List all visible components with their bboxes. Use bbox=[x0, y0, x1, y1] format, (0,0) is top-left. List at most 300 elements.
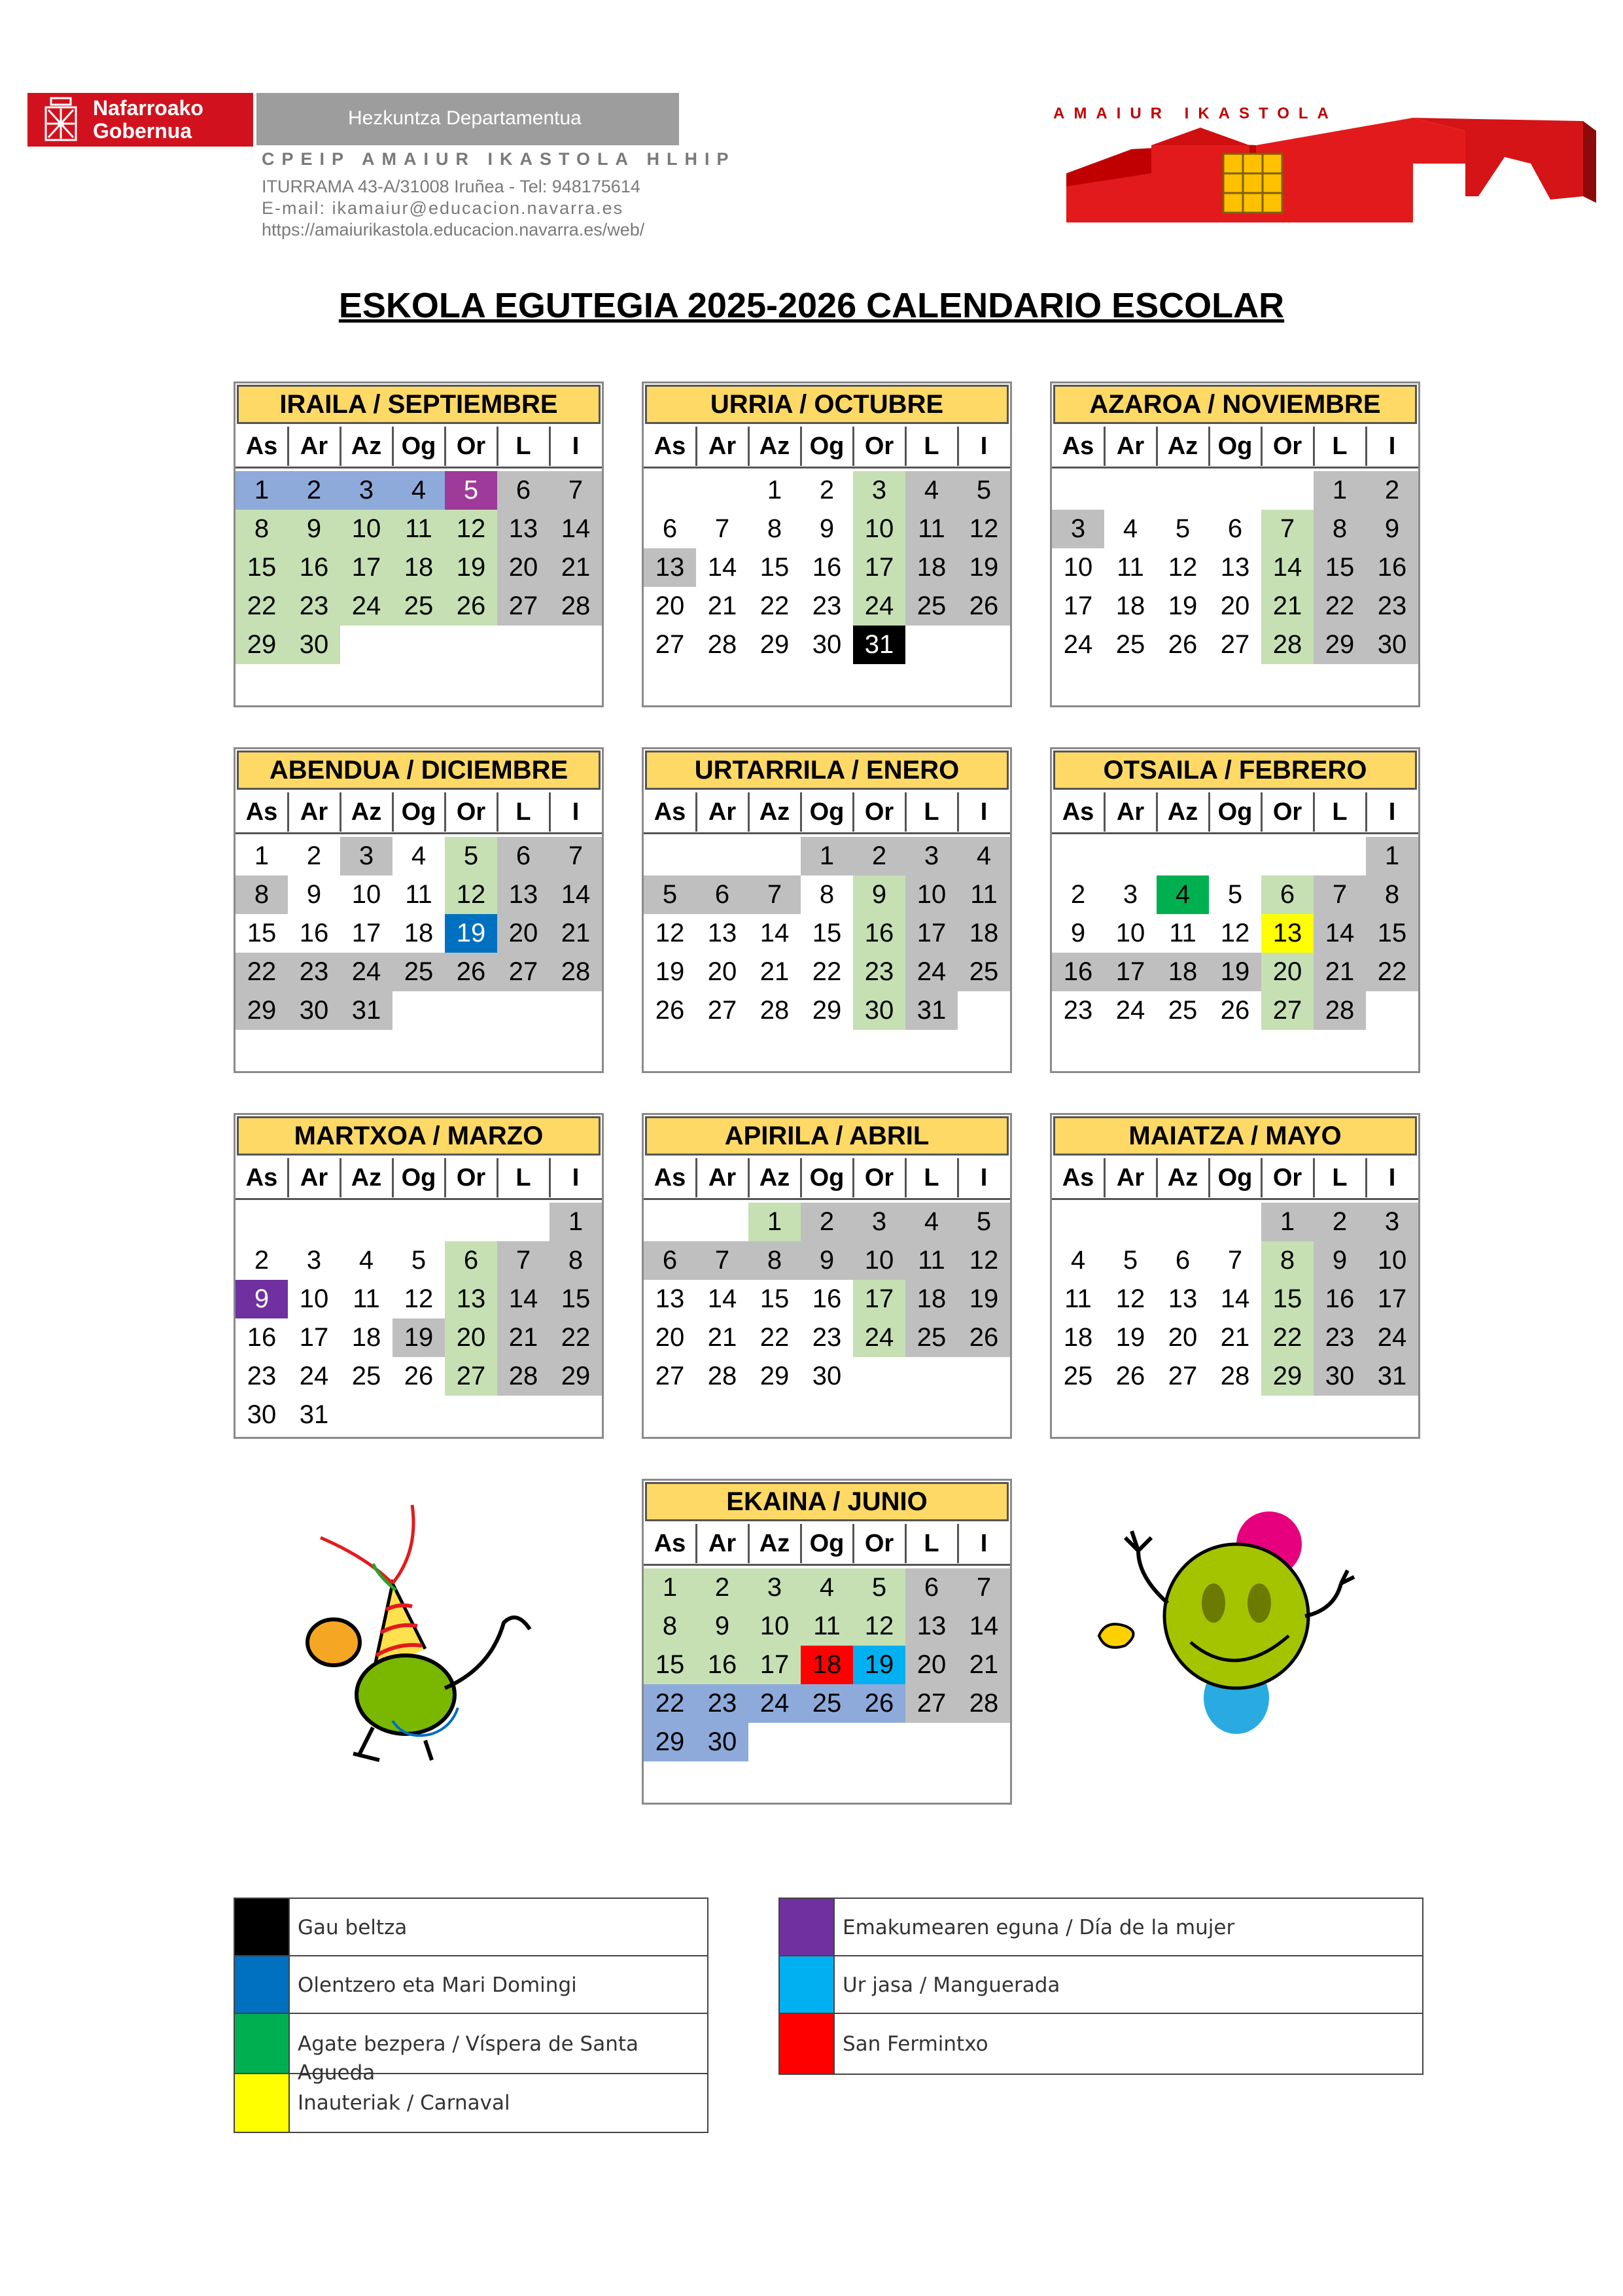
calendar-day: 19 bbox=[655, 957, 685, 986]
weekday-header: L bbox=[924, 798, 939, 826]
calendar-day: 21 bbox=[759, 957, 790, 986]
calendar-day: 8 bbox=[1314, 510, 1366, 548]
weekday-header: Or bbox=[864, 1530, 894, 1557]
calendar-day: 23 bbox=[812, 1323, 842, 1352]
weekday-divider bbox=[392, 427, 394, 466]
calendar-day: 11 bbox=[905, 510, 958, 548]
calendar-day: 17 bbox=[905, 914, 958, 953]
legend-swatch bbox=[780, 1956, 835, 2013]
weekday-header: Or bbox=[456, 433, 486, 460]
calendar-day: 22 bbox=[812, 957, 842, 986]
calendar-day: 14 bbox=[1261, 548, 1314, 587]
school-name: CPEIP AMAIUR IKASTOLA HLHIP bbox=[262, 149, 736, 169]
calendar-day: 16 bbox=[812, 553, 842, 582]
calendar-day: 16 bbox=[812, 1284, 842, 1313]
legend-label: Emakumearen eguna / Día de la mujer bbox=[843, 1916, 1235, 1939]
weekday-divider bbox=[905, 1158, 907, 1197]
gov-logo-line2: Gobernua bbox=[93, 119, 192, 143]
calendar-day: 25 bbox=[351, 1362, 381, 1390]
calendar-day: 5 bbox=[411, 1246, 427, 1275]
weekday-divider bbox=[1261, 427, 1263, 466]
calendar-day: 6 bbox=[445, 1241, 497, 1280]
calendar-day: 21 bbox=[707, 592, 737, 620]
calendar-day: 26 bbox=[958, 587, 1010, 626]
calendar-day: 3 bbox=[853, 1203, 905, 1241]
weekday-header: Az bbox=[351, 798, 382, 826]
calendar-day: 14 bbox=[550, 510, 602, 548]
legend-label: Inauteriak / Carnaval bbox=[298, 2091, 510, 2115]
calendar-day: 27 bbox=[497, 587, 550, 626]
month-title: APIRILA / ABRIL bbox=[645, 1116, 1009, 1156]
weekday-header: Az bbox=[351, 1164, 382, 1192]
calendar-day: 30 bbox=[288, 991, 340, 1030]
calendar-day: 21 bbox=[958, 1646, 1010, 1684]
calendar-day: 25 bbox=[1115, 630, 1145, 659]
weekday-header: Og bbox=[401, 433, 436, 460]
weekday-header: Og bbox=[1217, 1164, 1253, 1192]
weekday-divider bbox=[1156, 792, 1158, 832]
calendar-day: 4 bbox=[801, 1568, 853, 1607]
weekday-header: As bbox=[245, 1164, 278, 1192]
calendar-day: 20 bbox=[497, 914, 550, 953]
calendar-day: 22 bbox=[759, 1323, 790, 1352]
calendar-day: 14 bbox=[958, 1607, 1010, 1646]
calendar-day: 12 bbox=[445, 510, 497, 548]
weekday-divider bbox=[1365, 427, 1367, 466]
weekday-divider bbox=[800, 427, 802, 466]
calendar-day: 7 bbox=[958, 1568, 1010, 1607]
calendar-day: 20 bbox=[655, 1323, 685, 1352]
calendar-day: 23 bbox=[812, 592, 842, 620]
calendar-day: 7 bbox=[714, 514, 730, 543]
weekday-header: I bbox=[572, 1164, 580, 1192]
weekday-divider bbox=[957, 427, 959, 466]
weekday-header: Ar bbox=[708, 1164, 737, 1192]
weekday-header: L bbox=[1332, 798, 1348, 826]
calendar-day: 24 bbox=[853, 587, 905, 626]
month-calendar bbox=[1050, 1113, 1420, 1439]
weekday-header: Ar bbox=[1116, 798, 1145, 826]
calendar-day: 1 bbox=[236, 471, 288, 510]
weekday-divider bbox=[1365, 1158, 1367, 1197]
calendar-day: 13 bbox=[905, 1607, 958, 1646]
calendar-day: 27 bbox=[1261, 991, 1314, 1030]
weekday-header: Og bbox=[401, 798, 436, 826]
weekday-divider bbox=[1104, 427, 1106, 466]
calendar-day: 1 bbox=[550, 1203, 602, 1241]
calendar-day: 20 bbox=[655, 592, 685, 620]
calendar-day: 3 bbox=[853, 471, 905, 510]
calendar-day: 29 bbox=[644, 1723, 696, 1761]
school-address: ITURRAMA 43-A/31008 Iruñea - Tel: 948175614 bbox=[262, 177, 640, 196]
calendar-day: 26 bbox=[1115, 1362, 1145, 1390]
calendar-day: 11 bbox=[393, 510, 445, 548]
weekday-divider bbox=[852, 427, 854, 466]
weekday-header: Or bbox=[864, 798, 894, 826]
weekday-divider bbox=[957, 1158, 959, 1197]
calendar-day: 17 bbox=[351, 919, 381, 947]
calendar-day: 10 bbox=[853, 1241, 905, 1280]
month-title: ABENDUA / DICIEMBRE bbox=[237, 751, 601, 790]
calendar-day: 14 bbox=[550, 875, 602, 914]
calendar-day: 7 bbox=[497, 1241, 550, 1280]
calendar-day: 24 bbox=[1063, 630, 1093, 659]
calendar-day: 26 bbox=[1220, 996, 1250, 1025]
calendar-day: 5 bbox=[958, 471, 1010, 510]
weekday-divider bbox=[340, 427, 341, 466]
calendar-day: 30 bbox=[812, 1362, 842, 1390]
weekday-divider bbox=[695, 1158, 697, 1197]
weekday-underline bbox=[236, 832, 602, 834]
calendar-day: 18 bbox=[351, 1323, 381, 1352]
calendar-day: 16 bbox=[696, 1646, 748, 1684]
calendar-day: 12 bbox=[445, 875, 497, 914]
calendar-day: 1 bbox=[767, 476, 782, 504]
weekday-divider bbox=[444, 792, 446, 832]
calendar-day: 26 bbox=[404, 1362, 434, 1390]
weekday-divider bbox=[444, 1158, 446, 1197]
calendar-day: 3 bbox=[306, 1246, 322, 1275]
calendar-day: 16 bbox=[1314, 1280, 1366, 1318]
weekday-divider bbox=[1365, 792, 1367, 832]
weekday-divider bbox=[340, 792, 341, 832]
calendar-day: 17 bbox=[340, 548, 393, 587]
weekday-header: As bbox=[654, 1530, 686, 1557]
calendar-day: 21 bbox=[1261, 587, 1314, 626]
calendar-day: 13 bbox=[644, 548, 696, 587]
calendar-day: 25 bbox=[393, 953, 445, 991]
calendar-day: 13 bbox=[497, 875, 550, 914]
calendar-day: 18 bbox=[404, 919, 434, 947]
calendar-day: 16 bbox=[853, 914, 905, 953]
legend-swatch bbox=[235, 2014, 290, 2073]
calendar-day: 14 bbox=[707, 553, 737, 582]
calendar-day: 1 bbox=[1366, 837, 1418, 875]
calendar-day: 25 bbox=[905, 1318, 958, 1357]
calendar-day: 28 bbox=[958, 1684, 1010, 1723]
calendar-day: 12 bbox=[655, 919, 685, 947]
calendar-day: 6 bbox=[1175, 1246, 1191, 1275]
calendar-day: 6 bbox=[1261, 875, 1314, 914]
calendar-day: 1 bbox=[1314, 471, 1366, 510]
calendar-day: 20 bbox=[1168, 1323, 1198, 1352]
weekday-divider bbox=[497, 1158, 498, 1197]
calendar-day: 7 bbox=[550, 837, 602, 875]
weekday-divider bbox=[852, 1524, 854, 1563]
weekday-divider bbox=[287, 427, 289, 466]
month-calendar bbox=[1050, 381, 1420, 707]
month-title: AZAROA / NOVIEMBRE bbox=[1053, 385, 1417, 424]
weekday-header: L bbox=[515, 433, 531, 460]
weekday-header: Az bbox=[759, 1530, 790, 1557]
calendar-day: 12 bbox=[853, 1607, 905, 1646]
calendar-day: 28 bbox=[1314, 991, 1366, 1030]
weekday-header: I bbox=[980, 1530, 988, 1557]
weekday-header: Ar bbox=[1116, 433, 1145, 460]
calendar-day: 5 bbox=[958, 1203, 1010, 1241]
weekday-header: Az bbox=[759, 798, 790, 826]
legend-swatch bbox=[235, 1956, 290, 2013]
calendar-day: 12 bbox=[958, 1241, 1010, 1280]
calendar-day: 6 bbox=[662, 514, 678, 543]
calendar-day: 19 bbox=[853, 1646, 905, 1684]
school-web: https://amaiurikastola.educacion.navarra.es/web/ bbox=[262, 220, 645, 239]
weekday-divider bbox=[392, 1158, 394, 1197]
calendar-day: 7 bbox=[696, 1241, 748, 1280]
calendar-day: 21 bbox=[497, 1318, 550, 1357]
month-calendar bbox=[234, 747, 604, 1073]
calendar-day: 9 bbox=[236, 1280, 288, 1318]
calendar-day: 27 bbox=[655, 630, 685, 659]
calendar-day: 26 bbox=[853, 1684, 905, 1723]
weekday-underline bbox=[644, 1198, 1010, 1200]
legend-row bbox=[780, 1899, 1422, 1956]
calendar-day: 1 bbox=[1261, 1203, 1314, 1241]
weekday-header: Az bbox=[1167, 1164, 1198, 1192]
calendar-day: 11 bbox=[801, 1607, 853, 1646]
calendar-day: 31 bbox=[853, 626, 905, 664]
calendar-day: 25 bbox=[1063, 1362, 1093, 1390]
calendar-day: 4 bbox=[411, 841, 427, 870]
calendar-day: 1 bbox=[748, 1203, 801, 1241]
calendar-day: 6 bbox=[1227, 514, 1243, 543]
calendar-day: 22 bbox=[1261, 1318, 1314, 1357]
weekday-divider bbox=[1156, 1158, 1158, 1197]
calendar-day: 10 bbox=[299, 1284, 329, 1313]
calendar-day: 13 bbox=[707, 919, 737, 947]
weekday-divider bbox=[695, 1524, 697, 1563]
calendar-day: 11 bbox=[353, 1284, 380, 1313]
calendar-day: 2 bbox=[306, 841, 322, 870]
calendar-day: 6 bbox=[905, 1568, 958, 1607]
department-name: Hezkuntza Departamentua bbox=[348, 107, 582, 129]
calendar-day: 28 bbox=[497, 1357, 550, 1396]
calendar-day: 12 bbox=[958, 510, 1010, 548]
weekday-divider bbox=[1261, 792, 1263, 832]
calendar-day: 5 bbox=[853, 1568, 905, 1607]
weekday-divider bbox=[748, 1158, 750, 1197]
weekday-underline bbox=[644, 1564, 1010, 1566]
calendar-day: 26 bbox=[655, 996, 685, 1025]
weekday-header: L bbox=[515, 798, 531, 826]
calendar-day: 8 bbox=[236, 510, 288, 548]
weekday-divider bbox=[695, 792, 697, 832]
calendar-day: 4 bbox=[1123, 514, 1138, 543]
amaiur-ikastola-logo bbox=[1047, 92, 1609, 229]
calendar-day: 27 bbox=[707, 996, 737, 1025]
weekday-header: Ar bbox=[708, 798, 737, 826]
calendar-day: 27 bbox=[1220, 630, 1250, 659]
calendar-day: 14 bbox=[1314, 914, 1366, 953]
calendar-day: 6 bbox=[696, 875, 748, 914]
calendar-day: 6 bbox=[497, 471, 550, 510]
weekday-header: As bbox=[245, 798, 278, 826]
calendar-day: 8 bbox=[819, 880, 835, 909]
month-title: URRIA / OCTUBRE bbox=[645, 385, 1009, 424]
month-calendar bbox=[234, 1113, 604, 1439]
calendar-day: 16 bbox=[299, 919, 329, 947]
calendar-day: 5 bbox=[1227, 880, 1243, 909]
weekday-header: Og bbox=[809, 433, 845, 460]
calendar-day: 23 bbox=[696, 1684, 748, 1723]
calendar-day: 4 bbox=[393, 471, 445, 510]
weekday-divider bbox=[1313, 1158, 1315, 1197]
calendar-day: 19 bbox=[958, 1280, 1010, 1318]
weekday-header: As bbox=[1062, 1164, 1094, 1192]
weekday-divider bbox=[340, 1158, 341, 1197]
calendar-day: 19 bbox=[1209, 953, 1261, 991]
weekday-divider bbox=[905, 1524, 907, 1563]
calendar-day: 28 bbox=[1261, 626, 1314, 664]
calendar-day: 5 bbox=[644, 875, 696, 914]
calendar-day: 13 bbox=[445, 1280, 497, 1318]
calendar-day: 30 bbox=[1366, 626, 1418, 664]
calendar-day: 9 bbox=[853, 875, 905, 914]
calendar-day: 25 bbox=[393, 587, 445, 626]
month-calendar bbox=[1050, 747, 1420, 1073]
calendar-day: 24 bbox=[340, 587, 393, 626]
calendar-day: 22 bbox=[644, 1684, 696, 1723]
calendar-day: 18 bbox=[1063, 1323, 1093, 1352]
calendar-day: 2 bbox=[254, 1246, 270, 1275]
calendar-day: 1 bbox=[254, 841, 270, 870]
weekday-header: L bbox=[924, 433, 939, 460]
calendar-day: 14 bbox=[1220, 1284, 1250, 1313]
weekday-divider bbox=[852, 1158, 854, 1197]
weekday-divider bbox=[1313, 792, 1315, 832]
calendar-day: 24 bbox=[853, 1318, 905, 1357]
weekday-header: As bbox=[654, 433, 686, 460]
weekday-header: Az bbox=[759, 1164, 790, 1192]
calendar-day: 18 bbox=[905, 548, 958, 587]
weekday-header: As bbox=[245, 433, 278, 460]
calendar-day: 26 bbox=[445, 587, 497, 626]
calendar-day: 2 bbox=[1314, 1203, 1366, 1241]
calendar-day: 20 bbox=[707, 957, 737, 986]
calendar-day: 19 bbox=[445, 914, 497, 953]
weekday-header: Ar bbox=[1116, 1164, 1145, 1192]
month-calendar bbox=[642, 1113, 1012, 1439]
calendar-day: 19 bbox=[393, 1318, 445, 1357]
weekday-header: L bbox=[924, 1164, 939, 1192]
weekday-underline bbox=[1052, 832, 1418, 834]
calendar-day: 23 bbox=[288, 953, 340, 991]
weekday-header: I bbox=[980, 1164, 988, 1192]
school-email: E-mail: ikamaiur@educacion.navarra.es bbox=[262, 198, 624, 218]
weekday-header: As bbox=[654, 798, 686, 826]
weekday-header: Og bbox=[809, 1164, 845, 1192]
calendar-day: 4 bbox=[358, 1246, 374, 1275]
calendar-day: 20 bbox=[445, 1318, 497, 1357]
mascot-smiling-ball-icon bbox=[1079, 1485, 1380, 1747]
weekday-header: Og bbox=[1217, 433, 1253, 460]
calendar-day: 9 bbox=[819, 514, 835, 543]
calendar-day: 29 bbox=[236, 991, 288, 1030]
weekday-divider bbox=[957, 792, 959, 832]
calendar-day: 28 bbox=[707, 1362, 737, 1390]
calendar-day: 10 bbox=[748, 1607, 801, 1646]
calendar-day: 25 bbox=[801, 1684, 853, 1723]
weekday-divider bbox=[1313, 427, 1315, 466]
legend-label: Ur jasa / Manguerada bbox=[843, 1973, 1060, 1997]
calendar-day: 2 bbox=[1366, 471, 1418, 510]
weekday-header: Ar bbox=[300, 798, 328, 826]
calendar-day: 21 bbox=[707, 1323, 737, 1352]
weekday-header: L bbox=[924, 1530, 939, 1557]
calendar-day: 4 bbox=[958, 837, 1010, 875]
calendar-day: 8 bbox=[236, 875, 288, 914]
calendar-day: 26 bbox=[445, 953, 497, 991]
weekday-divider bbox=[497, 427, 498, 466]
weekday-underline bbox=[644, 832, 1010, 834]
calendar-day: 15 bbox=[644, 1646, 696, 1684]
calendar-day: 12 bbox=[404, 1284, 434, 1313]
calendar-day: 19 bbox=[958, 548, 1010, 587]
weekday-header: Or bbox=[864, 1164, 894, 1192]
calendar-day: 8 bbox=[550, 1241, 602, 1280]
calendar-day: 17 bbox=[1104, 953, 1157, 991]
calendar-day: 29 bbox=[1261, 1357, 1314, 1396]
calendar-day: 22 bbox=[236, 587, 288, 626]
weekday-header: Or bbox=[1272, 798, 1302, 826]
calendar-day: 11 bbox=[405, 880, 432, 909]
calendar-day: 10 bbox=[853, 510, 905, 548]
weekday-header: Og bbox=[1217, 798, 1253, 826]
weekday-header: Og bbox=[809, 1530, 845, 1557]
legend-label: Olentzero eta Mari Domingi bbox=[298, 1973, 577, 1997]
calendar-day: 11 bbox=[1117, 553, 1144, 582]
weekday-divider bbox=[800, 792, 802, 832]
calendar-day: 26 bbox=[958, 1318, 1010, 1357]
calendar-day: 9 bbox=[1070, 919, 1086, 947]
calendar-day: 10 bbox=[1366, 1241, 1418, 1280]
calendar-day: 27 bbox=[905, 1684, 958, 1723]
calendar-day: 27 bbox=[445, 1357, 497, 1396]
calendar-day: 22 bbox=[1366, 953, 1418, 991]
calendar-day: 9 bbox=[1366, 510, 1418, 548]
calendar-day: 24 bbox=[905, 953, 958, 991]
calendar-day: 21 bbox=[550, 548, 602, 587]
calendar-day: 21 bbox=[1220, 1323, 1250, 1352]
legend-label: Agate bezpera / Víspera de Santa Agueda bbox=[298, 2032, 639, 2085]
calendar-day: 15 bbox=[759, 553, 790, 582]
calendar-day: 27 bbox=[655, 1362, 685, 1390]
calendar-day: 12 bbox=[1115, 1284, 1145, 1313]
school-building-icon bbox=[1047, 92, 1609, 229]
weekday-underline bbox=[644, 467, 1010, 468]
weekday-header: As bbox=[654, 1164, 686, 1192]
calendar-day: 24 bbox=[748, 1684, 801, 1723]
legend-row bbox=[780, 2014, 1422, 2074]
calendar-day: 24 bbox=[1366, 1318, 1418, 1357]
weekday-divider bbox=[695, 427, 697, 466]
weekday-divider bbox=[1261, 1158, 1263, 1197]
legend-left bbox=[234, 1898, 708, 2133]
calendar-day: 29 bbox=[550, 1357, 602, 1396]
calendar-day: 17 bbox=[748, 1646, 801, 1684]
weekday-header: I bbox=[1388, 1164, 1396, 1192]
calendar-day: 24 bbox=[299, 1362, 329, 1390]
legend-row bbox=[780, 1956, 1422, 2014]
calendar-day: 6 bbox=[644, 1241, 696, 1280]
weekday-header: L bbox=[515, 1164, 531, 1192]
calendar-day: 22 bbox=[759, 592, 790, 620]
calendar-day: 8 bbox=[644, 1607, 696, 1646]
weekday-divider bbox=[549, 427, 551, 466]
calendar-day: 30 bbox=[853, 991, 905, 1030]
calendar-day: 15 bbox=[247, 919, 277, 947]
calendar-day: 23 bbox=[288, 587, 340, 626]
